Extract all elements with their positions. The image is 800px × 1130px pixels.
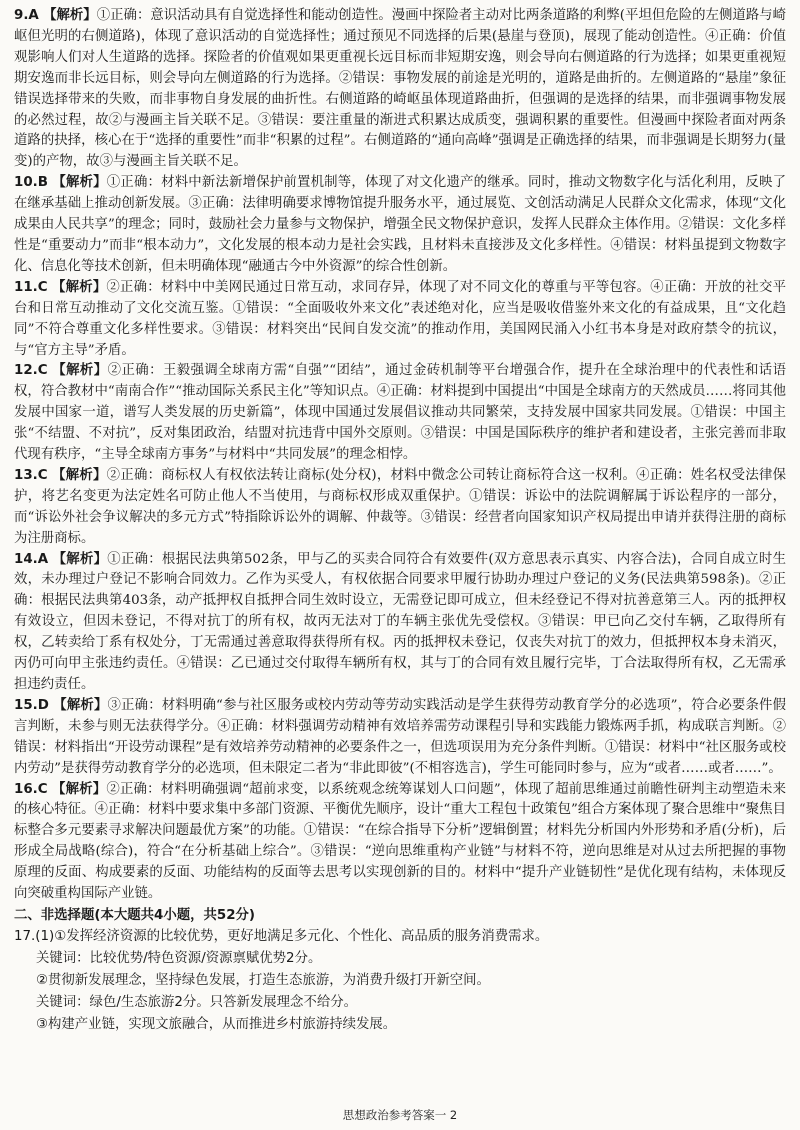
item-11 xyxy=(14,278,786,362)
analysis-tag: 【解析】 xyxy=(43,8,97,23)
item-13 xyxy=(14,466,786,550)
answer-line: 关键词：比较优势/特色资源/资源禀赋优势2分。 xyxy=(36,950,322,966)
analysis-tag: 【解析】 xyxy=(52,279,107,295)
item-number: 12.C xyxy=(14,363,48,379)
answer-line: ③构建产业链，实现文旅融合，从而推进乡村旅游持续发展。 xyxy=(36,1016,397,1032)
item-number: 14.A xyxy=(14,551,49,567)
answer-line: ②贯彻新发展理念，坚持绿色发展，打造生态旅游，为消费升级打开新空间。 xyxy=(36,972,490,988)
answer-page xyxy=(14,6,786,1036)
item-text: ②正确：王毅强调全球南方需“自强”“团结”，通过金砖机制等平台增强合作，提升在全球治理中的代表性和话语权，符合教材中“南南合作”“推动国际关系民主化”等知识点。④正确：材料提到中国提出“中国是全球南方的天然成员……将同其他发展中国家一道，谱写人类发展的历史新篇”，体现中国通过发展倡议推动共同繁荣，支持发展中国家共同发展。①错误：中国主张“不结盟、不对抗”，反对集团政治，结盟对抗违背中国外交原则。③错误：中国是国际秩序的维护者和建设者，主张完善而非取代现有秩序，“主导全球南方事务”与材料中“共同发展”的理念相悖。 xyxy=(14,363,786,463)
analysis-tag: 【解析】 xyxy=(52,175,107,191)
item-number: 16.C xyxy=(14,781,48,797)
item-16 xyxy=(14,780,786,905)
item-text: ③正确：材料明确“参与社区服务或校内劳动等劳动实践活动是学生获得劳动教育学分的必选项”，符合必要条件假言判断，未参与则无法获得学分。④正确：材料强调劳动精神有效培养需劳动课程引导和实践能力锻炼两手抓，构成联言判断。②错误：材料指出“开设劳动课程”是有效培养劳动精神的必要条件之一，但选项误用为充分条件判断。①错误：材料中“社区服务或校内劳动”是获得劳动教育学分的必选项，但未限定二者为“非此即彼”(不相容选言)，学生可能同时参与，应为“或者……或者……”。 xyxy=(14,697,786,776)
item-14 xyxy=(14,550,786,696)
item-number: 11.C xyxy=(14,279,48,295)
item-number: 10.B xyxy=(14,175,48,191)
item-15 xyxy=(14,696,786,780)
item-text: ②正确：材料中中美网民通过日常互动，求同存异，体现了对不同文化的尊重与平等包容。④正确：开放的社交平台和日常互动推动了文化交流互鉴。①错误：“全面吸收外来文化”表述绝对化，应当是吸收借鉴外来文化的有益成果，且“文化趋同”不符合尊重文化多样性要求。③错误：材料突出“民间自发交流”的推动作用，美国网民涌入小红书本身是对政府禁令的抗议，与“官方主导”矛盾。 xyxy=(14,279,787,358)
analysis-tag: 【解析】 xyxy=(53,697,108,713)
item-12 xyxy=(14,361,786,466)
analysis-tag: 【解析】 xyxy=(52,551,108,567)
page-footer: 思想政治参考答案一 2 xyxy=(342,1108,458,1122)
item-10 xyxy=(14,173,786,278)
item-text: ①正确：材料中新法新增保护前置机制等，体现了对文化遗产的继承。同时，推动文物数字化与活化利用，反映了在继承基础上推动创新发展。③正确：法律明确要求博物馆提升服务水平，通过展览、文创活动满足人民群众文化需求，体现“文化成果由人民共享”的理念；同时，鼓励社会力量参与文物保护，增强全民文物保护意识，发挥人民群众主体作用。②错误：文化多样性是“重要动力”而非“根本动力”，文化发展的根本动力是社会实践，且材料未直接涉及文化多样性。④错误：材料虽提到文物数字化、信息化等技术创新，但未明确体现“融通古今中外资源”的综合性创新。 xyxy=(14,175,787,274)
item-number: 9.A xyxy=(14,8,39,23)
analysis-tag: 【解析】 xyxy=(52,363,108,379)
analysis-tag: 【解析】 xyxy=(52,781,107,797)
answer-line: 关键词：绿色/生态旅游2分。只答新发展理念不给分。 xyxy=(36,994,358,1010)
item-9 xyxy=(14,6,786,173)
item-text: ②正确：材料明确强调“超前求变，以系统观念统筹谋划人口问题”，体现了超前思维通过前瞻性研判主动塑造未来的核心特征。④正确：材料中要求集中多部门资源、平衡优先顺序，设计“重大工程包十政策包”组合方案体现了聚合思维中“聚焦目标整合多元要素寻求解决问题最优方案”的功能。①错误：“在综合指导下分析”逻辑倒置；材料先分析国内外形势和矛盾(分析)，后形成全局战略(综合)，符合“在分析基础上综合”。③错误：“逆向思维重构产业链”与材料不符，逆向思维是对从过去所把握的事物原理的反面、构成要素的反面、功能结构的反面等去思考以实现创新的目的。材料中“提升产业链韧性”是优化现有结构，未体现反向突破重构国际产业链。 xyxy=(14,781,786,902)
answer-line: 17.(1)①发挥经济资源的比较优势，更好地满足多元化、个性化、高品质的服务消费需求。 xyxy=(14,928,549,944)
section-heading: 二、非选择题(本大题共4小题，共52分) xyxy=(14,907,256,923)
item-text: ②正确：商标权人有权依法转让商标(处分权)，材料中微念公司转让商标符合这一权利。④正确：姓名权受法律保护，将艺名变更为法定姓名可防止他人不当使用，与商标权形成双重保护。①错误：诉讼中的法院调解属于诉讼程序的一部分，而“诉讼外社会争议解决的多元方式”特指除诉讼外的调解、仲裁等。③错误：经营者向国家知识产权局提出申请并获得注册的商标为注册商标。 xyxy=(14,467,786,546)
item-number: 13.C xyxy=(14,467,48,483)
item-text: ①正确：意识活动具有自觉选择性和能动创造性。漫画中探险者主动对比两条道路的利弊(平坦但危险的左侧道路与崎岖但光明的右侧道路)，体现了意识活动的自觉选择性；通过预见不同选择的后果(悬崖与登顶)，展现了能动创造性。④正确：价值观影响人们对人生道路的选择。探险者的价值观如果更重视长远目标而非短期安逸，则会导向右侧道路的行为选择；如果更重视短期安逸而非长远目标，则会导向左侧道路的行为选择。②错误：事物发展的前途是光明的，道路是曲折的。左侧道路的“悬崖”象征错误选择带来的失败，而非事物自身发展的曲折性。右侧道路的崎岖虽体现道路曲折，但强调的是选择的结果，而非强调事物发展的必然过程，故②与漫画主旨关联不足。③错误：要注重量的渐进式积累达成质变，强调积累的重要性。但漫画中探险者面对两条道路的抉择，核心在于“选择的重要性”而非“积累的过程”。右侧道路的“通向高峰”强调是正确选择的结果，而非强调是长期努力(量变)的产物，故③与漫画主旨关联不足。 xyxy=(14,8,786,170)
item-text: ①正确：根据民法典第502条，甲与乙的买卖合同符合有效要件(双方意思表示真实、内容合法)，合同自成立时生效，未办理过户登记不影响合同效力。乙作为买受人，有权依据合同要求甲履行协助办理过户登记的义务(民法典第598条)。②正确：根据民法典第403条，动产抵押权自抵押合同生效时设立，无需登记即可成立，但未经登记不得对抗善意第三人。丙的抵押权有效设立，但因未登记，不得对抗丁的所有权，故丙无法对丁的车辆主张优先受偿权。③错误：甲已向乙交付车辆，乙取得所有权，乙转卖给丁系有权处分，丁无需通过善意取得获得所有权。丙的抵押权未登记，仅丧失对抗丁的效力，但抵押权本身未消灭，丙仍可向甲主张违约责任。④错误：乙已通过交付取得车辆所有权，其与丁的合同有效且履行完毕，丁合法取得所有权，乙无需承担违约责任。 xyxy=(14,551,786,692)
item-number: 15.D xyxy=(14,697,49,713)
analysis-tag: 【解析】 xyxy=(52,467,107,483)
